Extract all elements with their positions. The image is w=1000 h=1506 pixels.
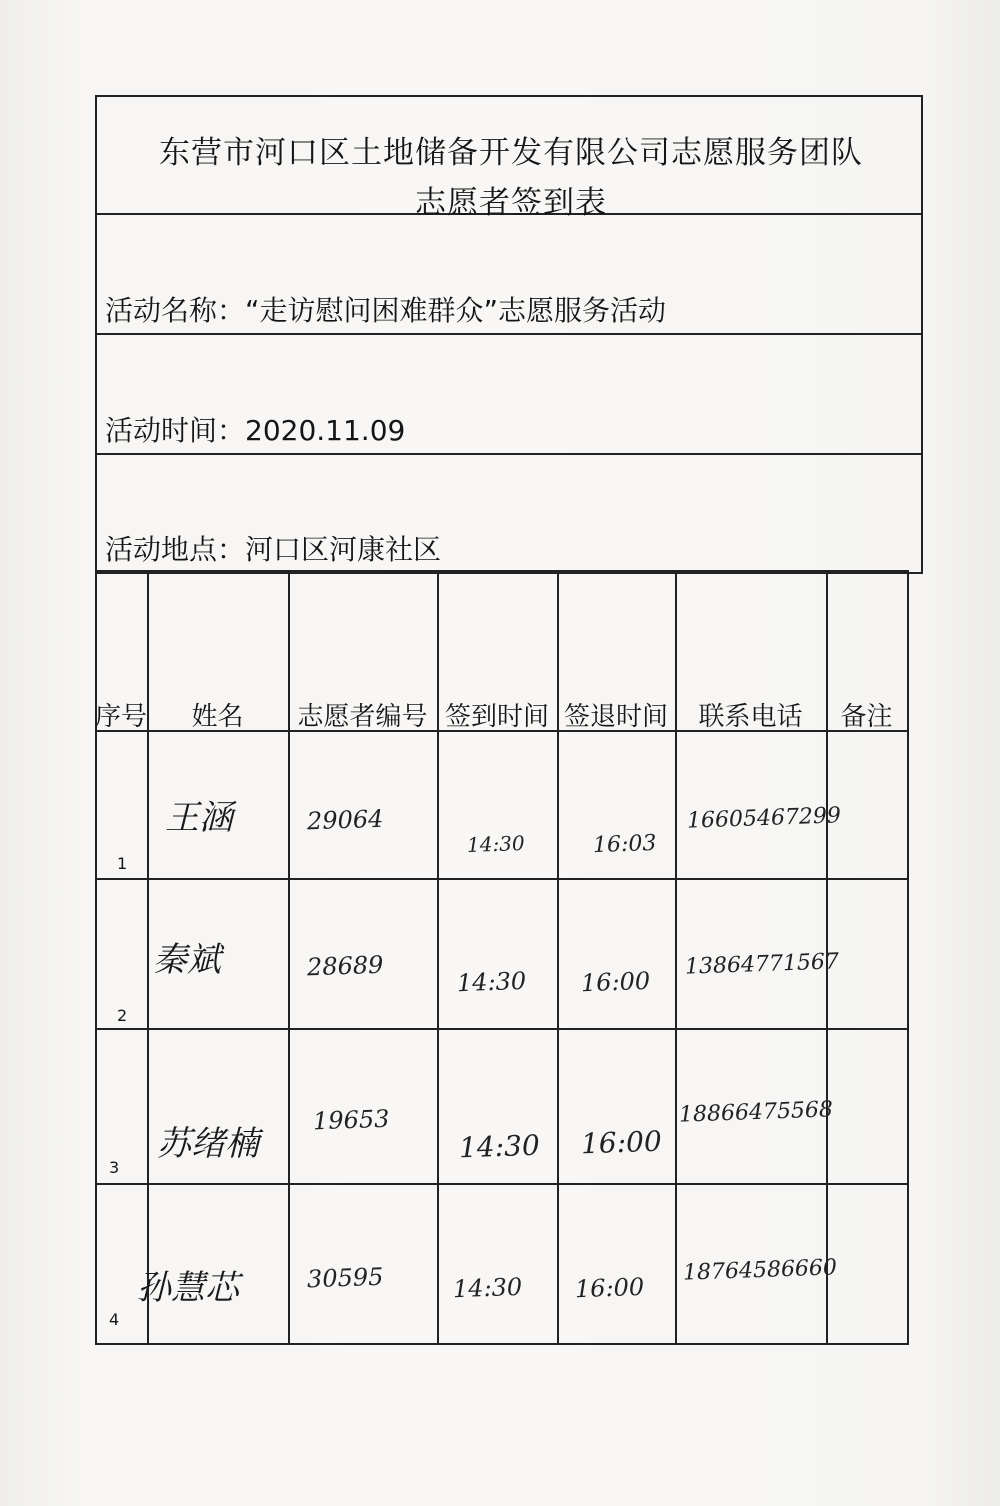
row-4-sign-in: 14:30 — [452, 1272, 523, 1304]
activity-place: 活动地点：河口区河康社区 — [105, 533, 442, 566]
row-2-phone: 13864771567 — [684, 949, 840, 980]
row-4-volunteer-id: 30595 — [306, 1262, 384, 1294]
row-3-phone: 18866475568 — [678, 1097, 834, 1128]
row-4-index: 4 — [109, 1310, 120, 1329]
col-header-name: 姓名 — [191, 702, 244, 732]
row-1-sign-in: 14:30 — [466, 831, 526, 857]
row-3-volunteer-id: 19653 — [312, 1104, 390, 1136]
col-header-note: 备注 — [840, 702, 893, 732]
col-header-index: 序号 — [95, 702, 148, 732]
sheet-title: 东营市河口区土地储备开发有限公司志愿服务团队 — [159, 135, 863, 171]
activity-time: 活动时间：2020.11.09 — [105, 414, 406, 447]
activity-name-row — [95, 213, 923, 335]
row-1-volunteer-id: 29064 — [306, 804, 384, 836]
row-2-name-signature: 秦斌 — [153, 940, 221, 980]
row-1-index: 1 — [117, 854, 128, 873]
row-4-sign-out: 16:00 — [574, 1272, 645, 1304]
row-3-name-signature: 苏绪楠 — [157, 1124, 259, 1164]
sheet-subtitle: 志愿者签到表 — [415, 185, 607, 221]
activity-place-row — [95, 448, 923, 574]
row-2-sign-in: 14:30 — [456, 966, 527, 998]
title-block — [95, 95, 923, 221]
row-2-volunteer-id: 28689 — [306, 950, 384, 982]
row-1-sign-out: 16:03 — [592, 830, 657, 859]
row-4-name-signature: 孙慧芯 — [137, 1268, 239, 1308]
col-header-volunteer-id: 志愿者编号 — [297, 702, 428, 732]
row-3-sign-in: 14:30 — [458, 1128, 541, 1165]
row-1-phone: 16605467299 — [686, 803, 842, 834]
row-3-sign-out: 16:00 — [580, 1124, 663, 1161]
row-2-index: 2 — [117, 1006, 128, 1025]
col-header-phone: 联系电话 — [698, 702, 803, 732]
volunteer-table — [95, 570, 907, 1345]
row-3-index: 3 — [109, 1158, 120, 1177]
col-header-sign-in: 签到时间 — [444, 702, 549, 732]
sign-in-sheet — [95, 95, 923, 1335]
row-4-phone: 18764586660 — [682, 1255, 838, 1286]
activity-time-row — [95, 333, 923, 455]
activity-name: 活动名称：“走访慰问困难群众”志愿服务活动 — [105, 294, 667, 327]
row-2-sign-out: 16:00 — [580, 966, 651, 998]
row-1-name-signature: 王涵 — [165, 798, 233, 838]
col-header-sign-out: 签退时间 — [563, 702, 668, 732]
